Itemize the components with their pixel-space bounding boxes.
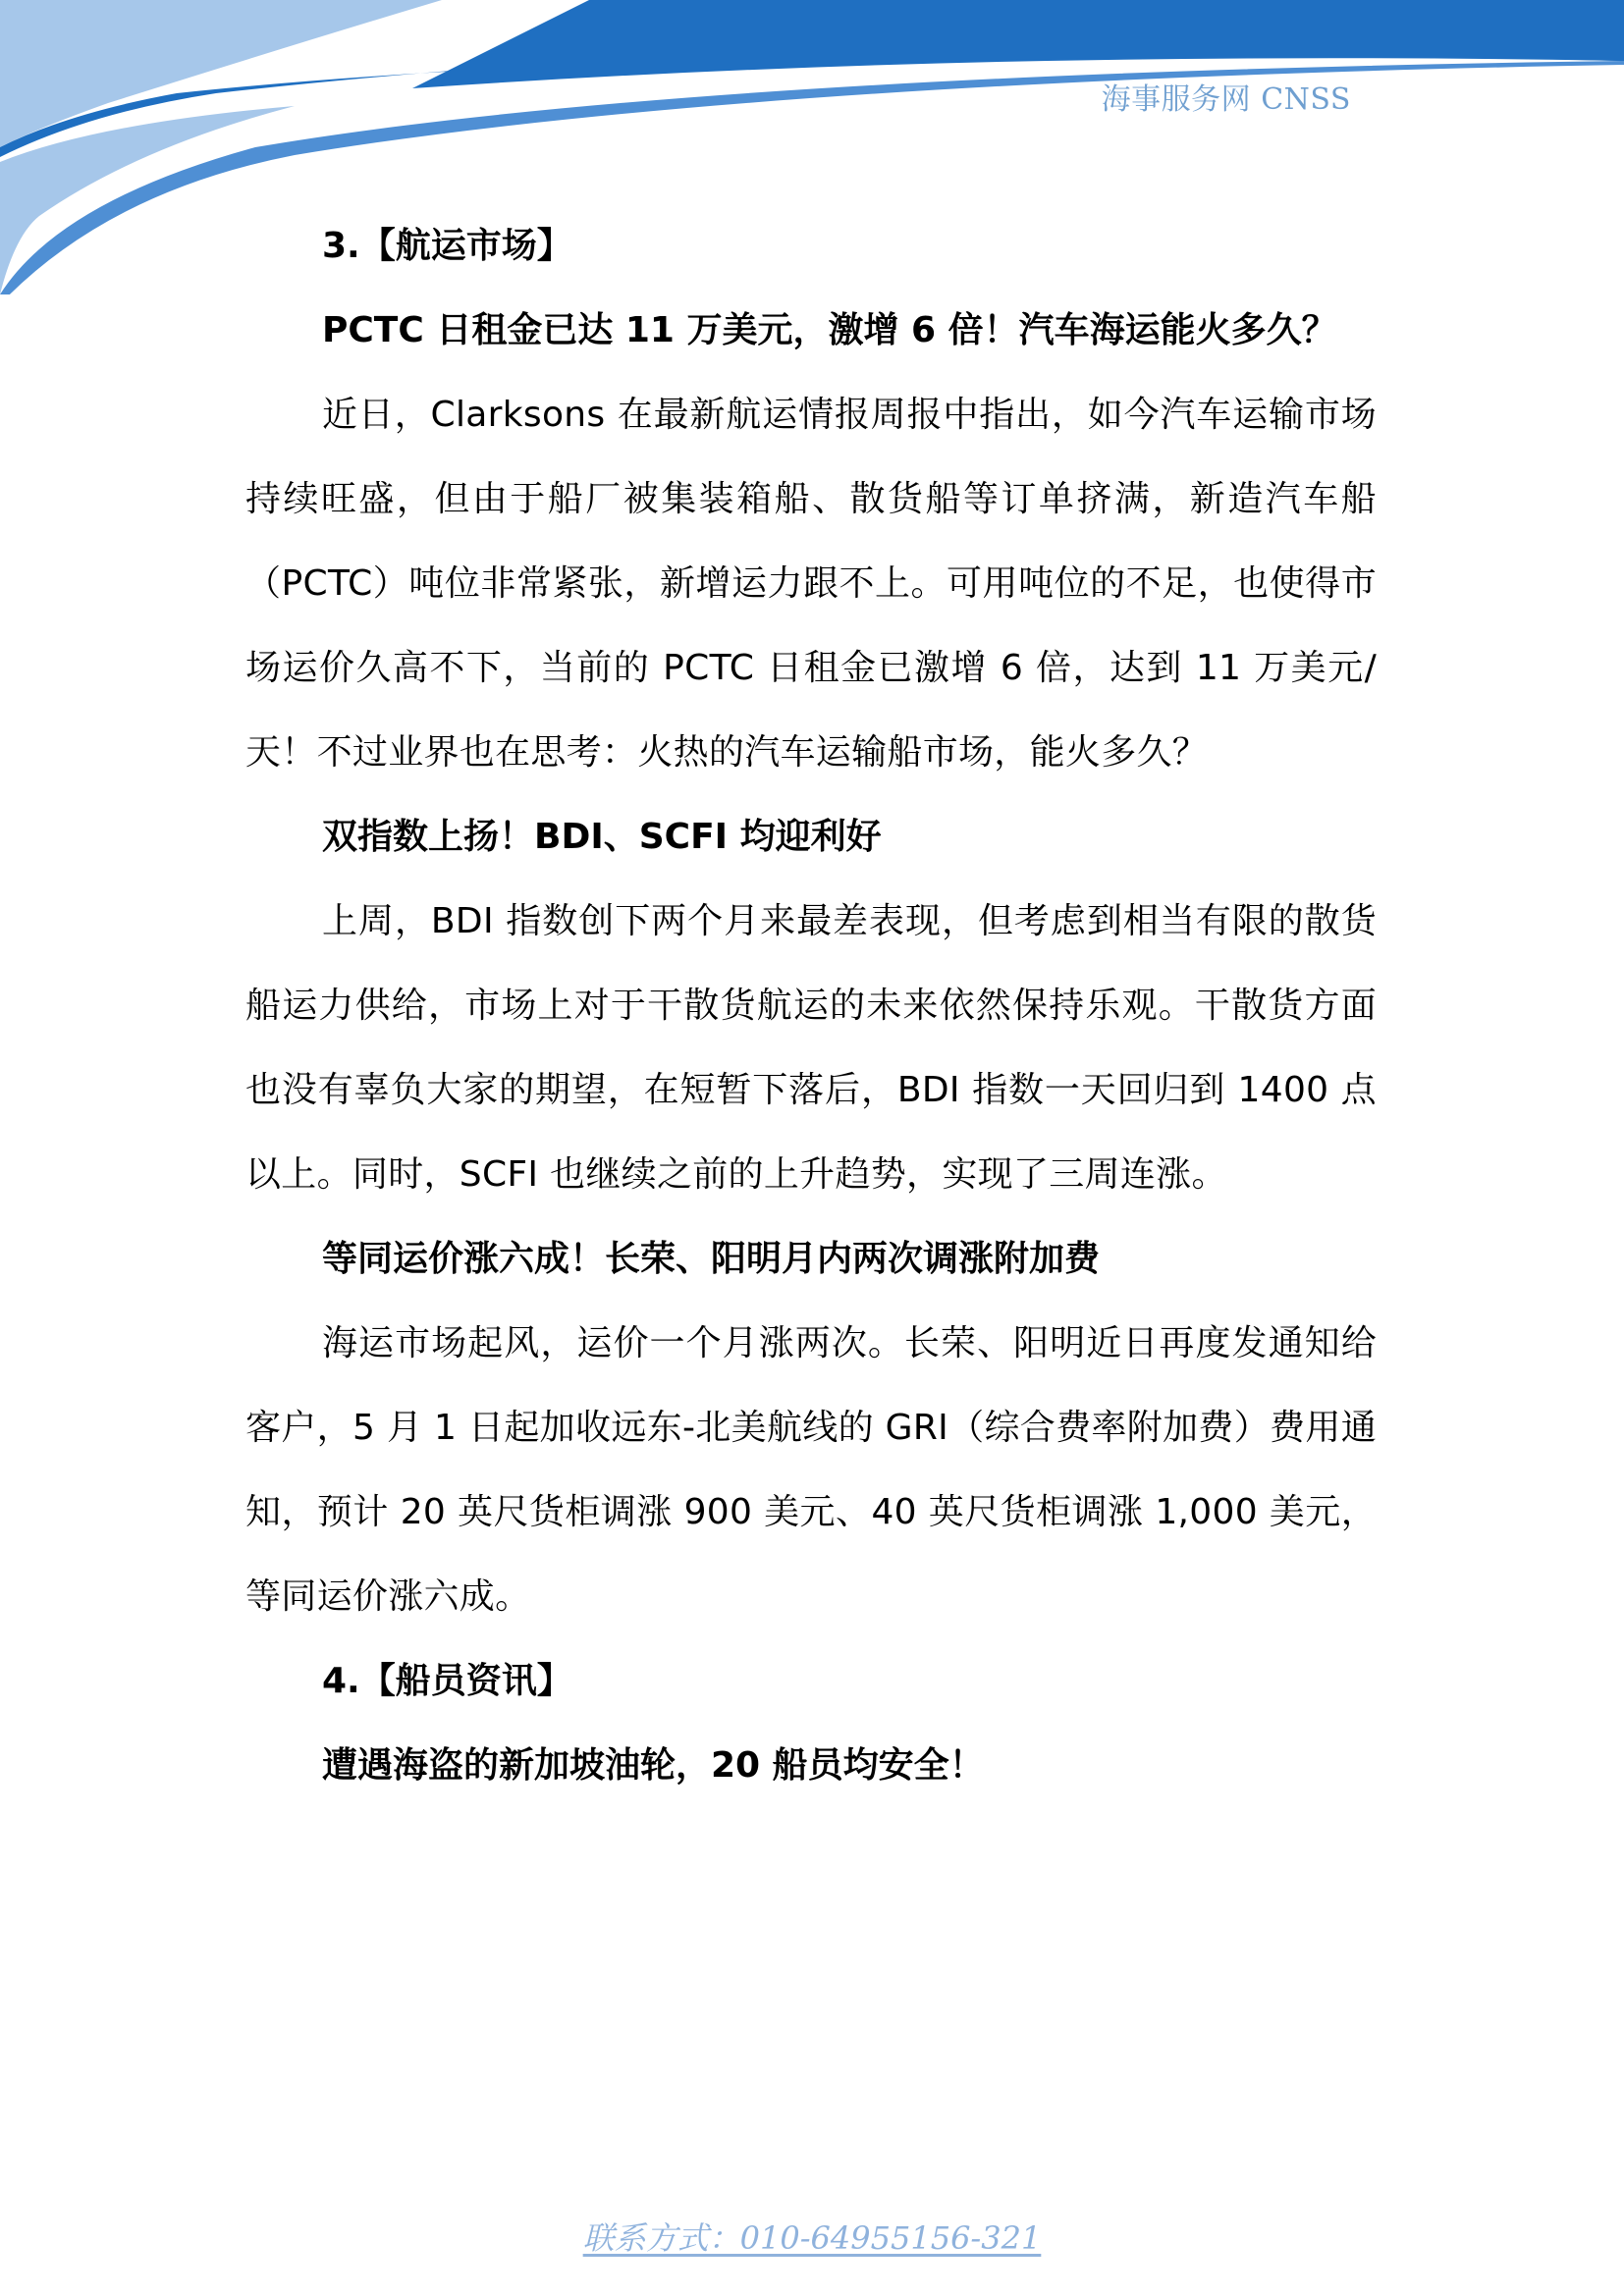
footer-contact: 联系方式：010-64955156-321 xyxy=(582,2219,1042,2257)
section-title-shipping-market: 3.【航运市场】 xyxy=(322,226,572,266)
document-body xyxy=(245,204,1377,1808)
article-headline-pctc: PCTC 日租金已达 11 万美元，激增 6 倍！汽车海运能火多久？ xyxy=(322,310,1337,350)
section-title-crew-news: 4.【船员资讯】 xyxy=(322,1661,572,1701)
header-brand: 海事服务网 CNSS xyxy=(1101,82,1351,117)
article-body-surcharge: 海运市场起风，运价一个月涨两次。长荣、阳明近日再度发通知给客户，5 月 1 日起加收远东-北美航线的 GRI（综合费率附加费）费用通知，预计 20 英尺货柜调涨 900 美元、40 英尺货柜调涨 1,000 美元，等同运价涨六成。 xyxy=(245,1323,1377,1617)
article-headline-surcharge: 等同运价涨六成！长荣、阳明月内两次调涨附加费 xyxy=(322,1239,1101,1279)
article-headline-pirates: 遭遇海盗的新加坡油轮，20 船员均安全！ xyxy=(322,1745,985,1786)
article-body-indices: 上周，BDI 指数创下两个月来最差表现，但考虑到相当有限的散货船运力供给，市场上对于干散货航运的未来依然保持乐观。干散货方面也没有辜负大家的期望，在短暂下落后，BDI 指数一天回归到 1400 点以上。同时，SCFI 也继续之前的上升趋势，实现了三周连涨。 xyxy=(245,901,1377,1195)
article-body-pctc: 近日，Clarksons 在最新航运情报周报中指出，如今汽车运输市场持续旺盛，但由于船厂被集装箱船、散货船等订单挤满，新造汽车船（PCTC）吨位非常紧张，新增运力跟不上。可用吨位的不足，也使得市场运价久高不下，当前的 PCTC 日租金已激增 6 倍，达到 11 万美元/天！不过业界也在思考：火热的汽车运输船市场，能火多久？ xyxy=(245,395,1377,773)
article-headline-indices: 双指数上扬！BDI、SCFI 均迎利好 xyxy=(322,817,882,857)
